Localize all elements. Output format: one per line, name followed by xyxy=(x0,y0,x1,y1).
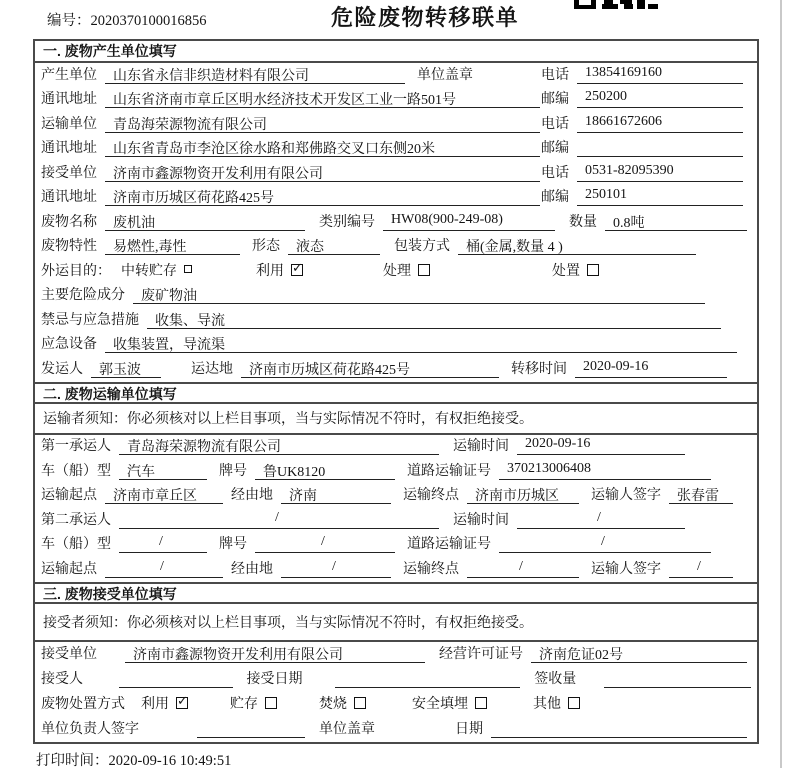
producer-unit-label: 产生单位 xyxy=(41,67,97,83)
disposal-method-label: 废物处置方式 xyxy=(41,696,125,712)
vehicle-type-value: 汽车 xyxy=(119,461,207,480)
endpoint-2-value: / xyxy=(467,559,579,578)
doc-number-label: 编号： xyxy=(47,13,91,29)
shipper-value: 郭玉波 xyxy=(91,359,161,378)
checkbox-d-other xyxy=(568,697,580,709)
row-emergency-equipment xyxy=(35,333,757,358)
accept-unit-value: 济南市鑫源物资开发利用有限公司 xyxy=(125,644,425,663)
row-outbound-purpose xyxy=(35,259,757,284)
zip-label: 邮编 xyxy=(541,92,569,107)
transport-time-2-value: / xyxy=(517,510,685,529)
equipment-value: 收集装置，导流渠 xyxy=(105,334,737,353)
row-disposal-method xyxy=(35,692,757,717)
purpose-option-storage xyxy=(121,260,192,280)
option-label: 贮存 xyxy=(230,696,258,712)
qr-code-fragment xyxy=(574,0,658,9)
phone-label: 电话 xyxy=(541,165,569,181)
row-hazard-component xyxy=(35,284,757,309)
vehicle-type-2-value: / xyxy=(119,534,207,553)
purpose-label: 外运目的： xyxy=(41,263,111,279)
print-time-value: 2020-09-16 10:49:51 xyxy=(108,753,232,768)
permit-label: 经营许可证号 xyxy=(439,646,523,662)
section1-header: 一. 废物产生单位填写 xyxy=(35,41,757,63)
carrier-sign-label: 运输人签字 xyxy=(591,561,661,577)
waste-name-value: 废机油 xyxy=(105,212,305,231)
via-label: 经由地 xyxy=(231,561,273,577)
print-time-label: 打印时间： xyxy=(36,753,109,768)
taboo-value: 收集、导流 xyxy=(147,310,721,329)
purpose-option-dispose xyxy=(552,260,599,280)
row-waste-character xyxy=(35,235,757,260)
form-value: 液态 xyxy=(288,236,380,255)
option-label: 中转贮存 xyxy=(121,263,177,279)
row-transporter-unit xyxy=(35,112,757,137)
purpose-option-utilize xyxy=(256,260,303,280)
page-title: 危险废物转移联单 xyxy=(331,5,520,30)
via-2-value: / xyxy=(281,559,391,578)
row-vehicle-2 xyxy=(35,533,757,558)
receiver-notice: 接受者须知：你必须核对以上栏目事项，当与实际情况不符时，有权拒绝接受。 xyxy=(35,604,757,642)
checkbox-treat xyxy=(418,264,430,276)
transporter-unit-label: 运输单位 xyxy=(41,116,97,132)
date-label: 日期 xyxy=(455,721,483,737)
checkbox-d-landfill xyxy=(475,697,487,709)
option-label: 处理 xyxy=(383,263,411,279)
road-license-label: 道路运输证号 xyxy=(407,463,491,479)
transporter-zip-value xyxy=(577,138,743,157)
category-value: HW08(900-249-08) xyxy=(383,212,555,231)
endpoint-label: 运输终点 xyxy=(403,488,459,503)
row-receiver-unit xyxy=(35,161,757,186)
destination-value: 济南市历城区荷花路425号 xyxy=(241,359,499,378)
head-sign-label: 单位负责人签字 xyxy=(41,721,139,737)
unit-seal-label: 单位盖章 xyxy=(319,721,375,737)
date-value xyxy=(491,719,747,738)
producer-address-value: 山东省济南市章丘区明水经济技术开发区工业一路501号 xyxy=(105,89,540,108)
packing-value: 桶(金属,数量 4 ) xyxy=(458,236,696,255)
transporter-unit-value: 青岛海荣源物流有限公司 xyxy=(105,114,540,133)
transporter-zip-field xyxy=(541,137,743,157)
road-license-label: 道路运输证号 xyxy=(407,537,491,552)
checkbox-d-incinerate xyxy=(354,697,366,709)
plate-value: 鲁UK8120 xyxy=(255,461,395,480)
carrier-sign-label: 运输人签字 xyxy=(591,488,661,503)
option-label: 安全填埋 xyxy=(412,696,468,712)
producer-address-label: 通讯地址 xyxy=(41,92,97,107)
second-carrier-value: / xyxy=(119,510,439,529)
receiver-address-label: 通讯地址 xyxy=(41,190,97,205)
origin-label: 运输起点 xyxy=(41,561,97,577)
hazard-label: 主要危险成分 xyxy=(41,288,125,303)
checkbox-d-utilize xyxy=(176,697,188,709)
endpoint-label: 运输终点 xyxy=(403,561,459,577)
transporter-notice: 运输者须知：你必须核对以上栏目事项，当与实际情况不符时，有权拒绝接受。 xyxy=(35,404,757,435)
origin-label: 运输起点 xyxy=(41,488,97,503)
destination-label: 运达地 xyxy=(191,361,233,377)
plate-2-value: / xyxy=(255,534,395,553)
receiver-phone-value: 0531-82095390 xyxy=(577,163,743,182)
row-accept-unit xyxy=(35,642,757,667)
accept-date-label: 接受日期 xyxy=(246,671,303,687)
transporter-address-label: 通讯地址 xyxy=(41,141,97,156)
option-label: 其他 xyxy=(533,696,561,712)
quantity-value: 0.8吨 xyxy=(605,212,747,231)
row-first-carrier xyxy=(35,435,757,460)
disposal-option-store xyxy=(230,693,277,713)
signed-quantity-label: 签收量 xyxy=(534,671,577,687)
producer-phone-value: 13854169160 xyxy=(577,65,743,84)
producer-zip-value: 250200 xyxy=(577,89,743,108)
manifest-table xyxy=(33,39,759,744)
disposal-option-incinerate xyxy=(319,693,366,713)
print-time xyxy=(36,749,231,768)
row-route-2 xyxy=(35,557,757,582)
unit-seal-label: 单位盖章 xyxy=(417,67,473,83)
transport-time-label: 运输时间 xyxy=(453,439,509,454)
row-waste-name xyxy=(35,210,757,235)
section3-header: 三. 废物接受单位填写 xyxy=(35,582,757,604)
packing-label: 包装方式 xyxy=(394,239,450,254)
row-receiver-address xyxy=(35,186,757,211)
producer-unit-value: 山东省永信非织造材料有限公司 xyxy=(105,65,405,84)
waste-character-value: 易燃性,毒性 xyxy=(105,236,240,255)
producer-phone-field xyxy=(541,64,743,84)
checkbox-storage xyxy=(184,265,192,273)
zip-label: 邮编 xyxy=(541,190,569,205)
disposal-option-other xyxy=(533,693,580,713)
head-sign-value xyxy=(197,719,305,738)
road-license-value: 370213006408 xyxy=(499,461,711,480)
row-taboo-measures xyxy=(35,308,757,333)
phone-label: 电话 xyxy=(541,67,569,83)
scan-edge-line xyxy=(780,0,782,768)
first-carrier-value: 青岛海荣源物流有限公司 xyxy=(119,436,439,455)
permit-value: 济南危证02号 xyxy=(531,644,747,663)
row-transporter-address xyxy=(35,137,757,162)
origin-2-value: / xyxy=(105,559,223,578)
row-second-carrier xyxy=(35,508,757,533)
disposal-option-utilize xyxy=(141,693,188,713)
row-producer-address xyxy=(35,88,757,113)
zip-label: 邮编 xyxy=(541,141,569,156)
second-carrier-label: 第二承运人 xyxy=(41,512,111,528)
waste-name-label: 废物名称 xyxy=(41,214,97,230)
row-accept-person xyxy=(35,667,757,692)
via-label: 经由地 xyxy=(231,488,273,503)
receiver-unit-value: 济南市鑫源物资开发利用有限公司 xyxy=(105,163,540,182)
road-license-2-value: / xyxy=(499,534,711,553)
transport-time-value: 2020-09-16 xyxy=(517,436,685,455)
transporter-phone-value: 18661672606 xyxy=(577,114,743,133)
transporter-phone-field xyxy=(541,113,743,133)
receiver-address-value: 济南市历城区荷花路425号 xyxy=(105,187,540,206)
first-carrier-label: 第一承运人 xyxy=(41,439,111,454)
row-head-signature xyxy=(35,717,757,742)
endpoint-value: 济南市历城区 xyxy=(467,485,579,504)
via-value: 济南 xyxy=(281,485,391,504)
plate-label: 牌号 xyxy=(219,463,247,479)
doc-number-value: 2020370100016856 xyxy=(90,13,207,29)
equipment-label: 应急设备 xyxy=(41,337,97,352)
phone-label: 电话 xyxy=(541,116,569,132)
transporter-address-value: 山东省青岛市李沧区徐水路和郑佛路交叉口东侧20米 xyxy=(105,138,540,157)
row-producer-unit xyxy=(35,63,757,88)
accept-person-value xyxy=(119,669,233,688)
row-route-1 xyxy=(35,484,757,509)
vehicle-type-label: 车（船）型 xyxy=(41,463,111,479)
receiver-zip-field xyxy=(541,186,743,206)
plate-label: 牌号 xyxy=(219,537,247,552)
option-label: 焚烧 xyxy=(319,696,347,712)
checkbox-utilize xyxy=(291,264,303,276)
accept-person-label: 接受人 xyxy=(41,671,83,687)
shipper-label: 发运人 xyxy=(41,361,83,377)
form-label: 形态 xyxy=(252,239,280,254)
receiver-zip-value: 250101 xyxy=(577,187,743,206)
category-label: 类别编号 xyxy=(319,214,375,230)
purpose-option-treat xyxy=(383,260,430,280)
origin-value: 济南市章丘区 xyxy=(105,485,223,504)
doc-number xyxy=(47,9,207,30)
transport-time-label: 运输时间 xyxy=(453,512,509,528)
option-label: 处置 xyxy=(552,263,580,279)
row-vehicle-1 xyxy=(35,459,757,484)
disposal-option-landfill xyxy=(412,693,487,713)
taboo-label: 禁忌与应急措施 xyxy=(41,312,139,328)
quantity-label: 数量 xyxy=(569,214,597,230)
checkbox-d-store xyxy=(265,697,277,709)
waste-character-label: 废物特性 xyxy=(41,239,97,254)
section2-header: 二. 废物运输单位填写 xyxy=(35,382,757,404)
carrier-sign-2-value: / xyxy=(669,559,733,578)
carrier-sign-value: 张春雷 xyxy=(669,485,733,504)
hazard-value: 废矿物油 xyxy=(133,285,705,304)
transfer-time-label: 转移时间 xyxy=(511,361,567,377)
accept-unit-label: 接受单位 xyxy=(41,646,97,662)
producer-zip-field xyxy=(541,88,743,108)
row-shipper xyxy=(35,357,757,382)
receiver-unit-label: 接受单位 xyxy=(41,165,97,181)
checkbox-dispose xyxy=(587,264,599,276)
vehicle-type-label: 车（船）型 xyxy=(41,537,111,552)
transfer-time-value: 2020-09-16 xyxy=(575,359,727,378)
receiver-phone-field xyxy=(541,162,743,182)
signed-quantity-value xyxy=(604,669,751,688)
option-label: 利用 xyxy=(256,263,284,279)
option-label: 利用 xyxy=(141,696,169,712)
accept-date-value xyxy=(335,669,521,688)
